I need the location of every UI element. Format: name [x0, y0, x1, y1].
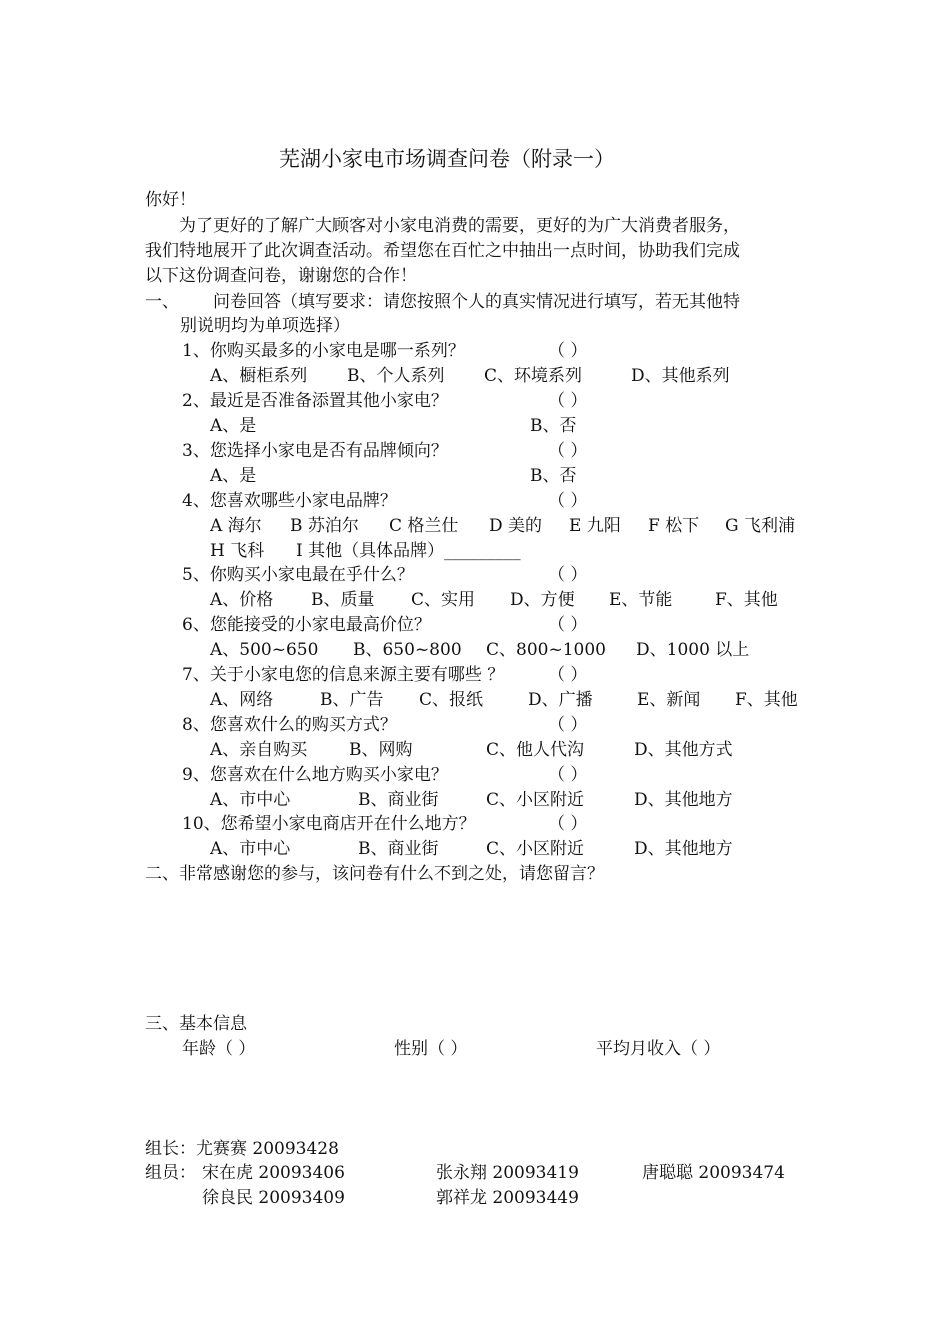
option-5b[interactable]: B、质量 — [311, 590, 375, 610]
option-4f[interactable]: F 松下 — [648, 516, 700, 536]
team-member-1: 宋在虎 20093406 — [202, 1163, 345, 1183]
option-1d[interactable]: D、其他系列 — [631, 366, 730, 386]
option-1b[interactable]: B、个人系列 — [347, 366, 445, 386]
option-4a[interactable]: A 海尔 — [210, 516, 262, 536]
section1-heading-cont: 别说明均为单项选择） — [180, 316, 350, 336]
option-1a[interactable]: A、橱柜系列 — [210, 366, 308, 386]
option-4d[interactable]: D 美的 — [489, 516, 543, 536]
question-8: 8、您喜欢什么的购买方式？ — [182, 715, 397, 735]
option-9b[interactable]: B、商业街 — [358, 790, 439, 810]
team-member-2: 张永翔 20093419 — [436, 1163, 579, 1183]
option-5a[interactable]: A、价格 — [210, 590, 274, 610]
answer-blank-10[interactable]: （ ） — [548, 814, 588, 834]
option-5c[interactable]: C、实用 — [411, 590, 476, 610]
answer-blank-3[interactable]: （ ） — [548, 441, 588, 461]
intro-line-3: 以下这份调查问卷，谢谢您的合作！ — [145, 266, 417, 286]
option-8d[interactable]: D、其他方式 — [634, 740, 733, 760]
section1-heading: 问卷回答（填写要求：请您按照个人的真实情况进行填写，若无其他特 — [213, 292, 740, 312]
team-member-5: 郭祥龙 20093449 — [436, 1188, 579, 1208]
income-field[interactable]: 平均月收入（ ） — [596, 1039, 721, 1059]
option-4g[interactable]: G 飞利浦 — [725, 516, 795, 536]
question-5: 5、你购买小家电最在乎什么？ — [182, 565, 414, 585]
question-10: 10、您希望小家电商店开在什么地方？ — [182, 814, 476, 834]
option-10d[interactable]: D、其他地方 — [634, 839, 733, 859]
option-7a[interactable]: A、网络 — [210, 690, 274, 710]
question-1: 1、你购买最多的小家电是哪一系列？ — [182, 341, 465, 361]
answer-blank-5[interactable]: （ ） — [548, 565, 588, 585]
question-2: 2、最近是否准备添置其他小家电？ — [182, 391, 448, 411]
option-6b[interactable]: B、650~800 — [353, 640, 462, 660]
answer-blank-8[interactable]: （ ） — [548, 715, 588, 735]
option-5f[interactable]: F、其他 — [715, 590, 778, 610]
option-7b[interactable]: B、广告 — [320, 690, 384, 710]
option-6d[interactable]: D、1000 以上 — [636, 640, 750, 660]
gender-field[interactable]: 性别（ ） — [394, 1039, 468, 1059]
option-8a[interactable]: A、亲自购买 — [210, 740, 308, 760]
question-9: 9、您喜欢在什么地方购买小家电？ — [182, 765, 448, 785]
option-7d[interactable]: D、广播 — [528, 690, 593, 710]
option-9c[interactable]: C、小区附近 — [486, 790, 585, 810]
answer-blank-7[interactable]: （ ） — [548, 665, 588, 685]
option-7e[interactable]: E、新闻 — [637, 690, 701, 710]
option-7c[interactable]: C、报纸 — [419, 690, 484, 710]
option-5d[interactable]: D、方便 — [510, 590, 575, 610]
option-2a[interactable]: A、是 — [210, 416, 257, 436]
option-7f[interactable]: F、其他 — [735, 690, 798, 710]
option-3b[interactable]: B、否 — [530, 466, 577, 486]
option-10b[interactable]: B、商业街 — [358, 839, 439, 859]
answer-blank-1[interactable]: （ ） — [548, 341, 588, 361]
question-4: 4、您喜欢哪些小家电品牌？ — [182, 491, 397, 511]
option-9a[interactable]: A、市中心 — [210, 790, 291, 810]
intro-line-1: 为了更好的了解广大顾客对小家电消费的需要，更好的为广大消费者服务， — [179, 216, 740, 236]
team-members-label: 组员： — [145, 1163, 196, 1183]
option-4e[interactable]: E 九阳 — [569, 516, 621, 536]
section3-heading: 三、基本信息 — [145, 1014, 247, 1034]
option-3a[interactable]: A、是 — [210, 466, 257, 486]
option-9d[interactable]: D、其他地方 — [634, 790, 733, 810]
option-1c[interactable]: C、环境系列 — [484, 366, 583, 386]
question-3: 3、您选择小家电是否有品牌倾向？ — [182, 441, 448, 461]
team-member-3: 唐聪聪 20093474 — [642, 1163, 785, 1183]
option-10c[interactable]: C、小区附近 — [486, 839, 585, 859]
intro-line-2: 我们特地展开了此次调查活动。希望您在百忙之中抽出一点时间，协助我们完成 — [145, 241, 740, 261]
answer-blank-6[interactable]: （ ） — [548, 615, 588, 635]
section1-number: 一、 — [145, 292, 179, 312]
option-10a[interactable]: A、市中心 — [210, 839, 291, 859]
option-8b[interactable]: B、网购 — [349, 740, 413, 760]
team-member-4: 徐良民 20093409 — [202, 1188, 345, 1208]
option-4b[interactable]: B 苏泊尔 — [290, 516, 359, 536]
question-6: 6、您能接受的小家电最高价位？ — [182, 615, 431, 635]
team-leader: 组长：尤赛赛 20093428 — [145, 1139, 339, 1159]
option-8c[interactable]: C、他人代沟 — [486, 740, 585, 760]
question-7: 7、关于小家电您的信息来源主要有哪些 ？ — [182, 665, 505, 685]
greeting: 你好！ — [145, 190, 196, 210]
section2-heading: 二、非常感谢您的参与，该问卷有什么不到之处，请您留言？ — [145, 864, 604, 884]
option-6c[interactable]: C、800~1000 — [486, 640, 606, 660]
option-6a[interactable]: A、500~650 — [210, 640, 319, 660]
option-2b[interactable]: B、否 — [530, 416, 577, 436]
document-title: 芜湖小家电市场调查问卷（附录一） — [279, 147, 615, 171]
option-5e[interactable]: E、节能 — [609, 590, 673, 610]
option-4i[interactable]: I 其他（具体品牌）_________ — [296, 541, 521, 561]
answer-blank-2[interactable]: （ ） — [548, 391, 588, 411]
option-4h[interactable]: H 飞科 — [210, 541, 265, 561]
answer-blank-4[interactable]: （ ） — [548, 491, 588, 511]
option-4c[interactable]: C 格兰仕 — [389, 516, 459, 536]
age-field[interactable]: 年龄（ ） — [182, 1039, 256, 1059]
answer-blank-9[interactable]: （ ） — [548, 765, 588, 785]
